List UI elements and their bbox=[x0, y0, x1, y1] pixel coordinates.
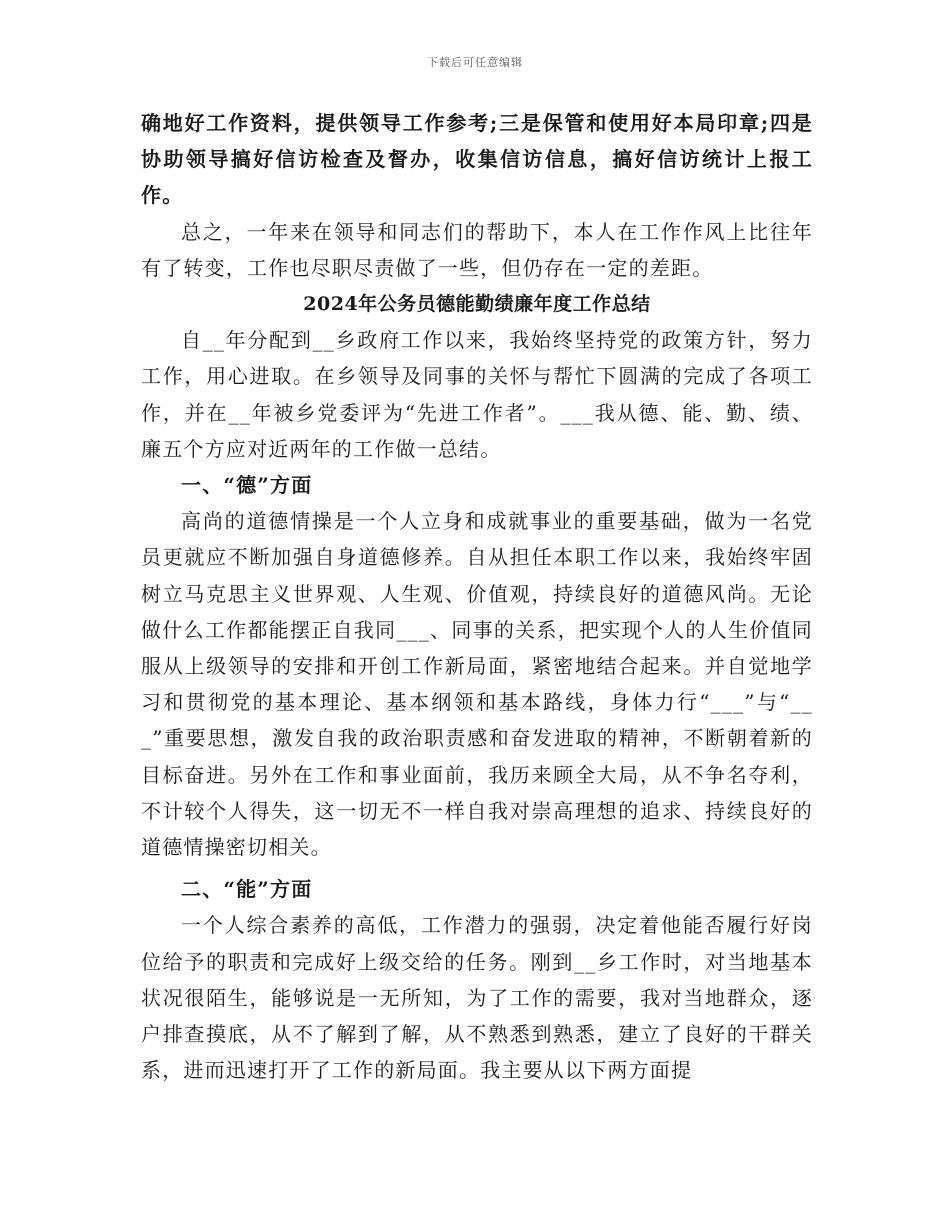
section-heading-de: 一、“德”方面 bbox=[181, 473, 313, 498]
intro-paragraph: 确地好工作资料，提供领导工作参考;三是保管和使用好本局印章;四是协助领导搞好信访检查及督办，收集信访信息，搞好信访统计上报工作。 bbox=[141, 111, 813, 208]
header-note: 下载后可任意编辑 bbox=[427, 56, 523, 69]
section-body-neng: 一个人综合素养的高低，工作潜力的强弱，决定着他能否履行好岗位给予的职责和完成好上级交给的任务。刚到__乡工作时，对当地基本状况很陌生，能够说是一无所知，为了工作的需要，我对当地群众，逐户排查摸底，从不了解到了解，从不熟悉到熟悉，建立了良好的干群关系，进而迅速打开了工作的新局面。我主要从以下两方面提 bbox=[141, 913, 813, 1083]
section-heading-neng: 二、“能”方面 bbox=[181, 877, 313, 902]
document-body bbox=[141, 105, 813, 1088]
section-body-de: 高尚的道德情操是一个人立身和成就事业的重要基础，做为一名党员更就应不断加强自身道德修养。自从担任本职工作以来，我始终牢固树立马克思主义世界观、人生观、价值观，持续良好的道德风尚。无论做什么工作都能摆正自我同___、同事的关系，把实现个人的人生价值同服从上级领导的安排和开创工作新局面，紧密地结合起来。并自觉地学习和贯彻党的基本理论、基本纲领和基本路线，身体力行“___”与“___”重要思想，激发自我的政治职责感和奋发进取的精神，不断朝着新的目标奋进。另外在工作和事业面前，我历来顾全大局，从不争名夺利，不计较个人得失，这一切无不一样自我对崇高理想的追求、持续良好的道德情操密切相关。 bbox=[141, 509, 813, 860]
opening-paragraph: 自__年分配到__乡政府工作以来，我始终坚持党的政策方针，努力工作，用心进取。在乡领导及同事的关怀与帮忙下圆满的完成了各项工作，并在__年被乡党委评为“先进工作者”。___我从德、能、勤、绩、廉五个方应对近两年的工作做一总结。 bbox=[141, 328, 813, 461]
summary-paragraph: 总之，一年来在领导和同志们的帮助下，本人在工作作风上比往年有了转变，工作也尽职尽责做了一些，但仍存在一定的差距。 bbox=[141, 219, 813, 280]
document-title: 2024年公务员德能勤绩廉年度工作总结 bbox=[303, 293, 651, 316]
